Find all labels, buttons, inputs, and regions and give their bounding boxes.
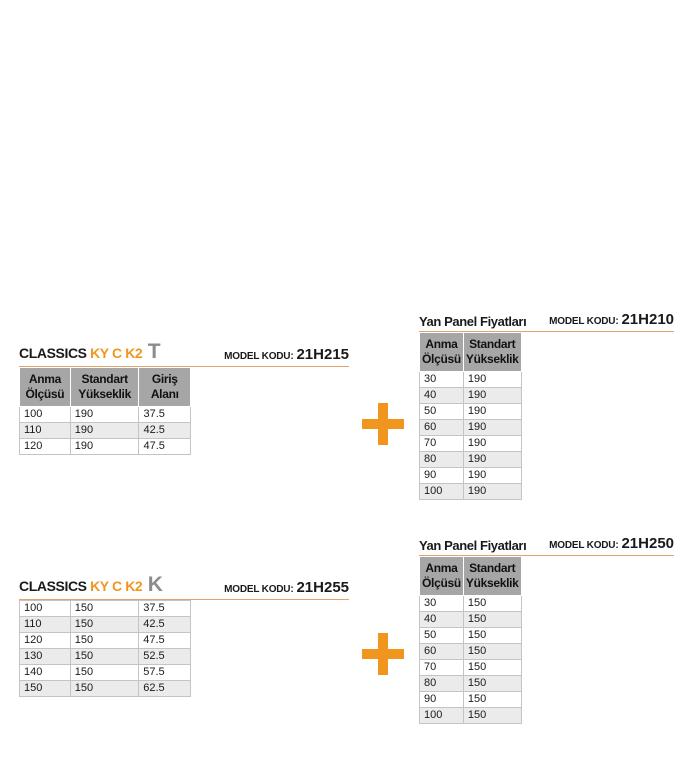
table-cell: 50 <box>420 404 464 420</box>
table-cell: 190 <box>70 439 139 455</box>
column-header: Anma Ölçüsü <box>420 557 464 596</box>
table-row <box>420 372 522 388</box>
price-table <box>19 600 191 697</box>
table-cell: 150 <box>70 649 139 665</box>
product-title: CLASSICS KY C K2 K <box>19 573 163 596</box>
table-cell: 130 <box>20 649 71 665</box>
table-cell: 30 <box>420 372 464 388</box>
table-cell: 190 <box>463 468 521 484</box>
panel-title-row <box>419 309 674 332</box>
table-cell: 150 <box>70 681 139 697</box>
table-cell: 150 <box>70 617 139 633</box>
table-cell: 40 <box>420 388 464 404</box>
table-cell: 150 <box>463 612 521 628</box>
table-cell: 150 <box>70 665 139 681</box>
table-cell: 37.5 <box>139 407 191 423</box>
table-cell: 52.5 <box>139 649 191 665</box>
product-block-t <box>19 340 349 455</box>
product-title-row <box>19 340 349 367</box>
table-cell: 190 <box>463 388 521 404</box>
table-cell: 70 <box>420 660 464 676</box>
panel-title: Yan Panel Fiyatları <box>419 538 527 553</box>
table-cell: 47.5 <box>139 633 191 649</box>
table-cell: 100 <box>420 484 464 500</box>
table-cell: 120 <box>20 439 71 455</box>
table-cell: 190 <box>463 372 521 388</box>
table-row <box>20 601 191 617</box>
table-cell: 50 <box>420 628 464 644</box>
table-row <box>20 681 191 697</box>
table-row <box>20 649 191 665</box>
table-row <box>420 628 522 644</box>
model-code: MODEL KODU: 21H250 <box>549 535 674 552</box>
table-cell: 190 <box>70 423 139 439</box>
table-cell: 190 <box>463 404 521 420</box>
side-panel-block-1 <box>419 309 674 500</box>
side-panel-table <box>419 332 522 500</box>
table-cell: 80 <box>420 676 464 692</box>
table-row <box>420 692 522 708</box>
product-block-k <box>19 573 349 697</box>
table-row <box>420 484 522 500</box>
plus-icon <box>362 633 404 675</box>
model-code: MODEL KODU: 21H215 <box>224 346 349 363</box>
column-header: Anma Ölçüsü <box>20 368 71 407</box>
table-cell: 62.5 <box>139 681 191 697</box>
table-row <box>20 633 191 649</box>
table-cell: 190 <box>463 420 521 436</box>
table-cell: 42.5 <box>139 423 191 439</box>
table-row <box>20 439 191 455</box>
column-header: Anma Ölçüsü <box>420 333 464 372</box>
table-row <box>420 388 522 404</box>
table-cell: 150 <box>463 644 521 660</box>
table-cell: 70 <box>420 436 464 452</box>
table-cell: 120 <box>20 633 71 649</box>
table-cell: 190 <box>463 452 521 468</box>
table-cell: 140 <box>20 665 71 681</box>
column-header: Standart Yükseklik <box>463 333 521 372</box>
table-cell: 40 <box>420 612 464 628</box>
panel-title: Yan Panel Fiyatları <box>419 314 527 329</box>
table-cell: 47.5 <box>139 439 191 455</box>
table-cell: 150 <box>463 692 521 708</box>
price-table <box>19 367 191 455</box>
product-title: CLASSICS KY C K2 T <box>19 340 161 363</box>
table-row <box>420 452 522 468</box>
table-cell: 100 <box>420 708 464 724</box>
table-cell: 150 <box>463 596 521 612</box>
table-row <box>420 644 522 660</box>
table-cell: 110 <box>20 617 71 633</box>
panel-title-row <box>419 533 674 556</box>
column-header: Giriş Alanı <box>139 368 191 407</box>
side-panel-table <box>419 556 522 724</box>
table-cell: 150 <box>463 660 521 676</box>
table-row <box>420 676 522 692</box>
table-cell: 37.5 <box>139 601 191 617</box>
table-cell: 190 <box>463 436 521 452</box>
table-cell: 150 <box>70 633 139 649</box>
table-cell: 150 <box>463 708 521 724</box>
table-cell: 60 <box>420 644 464 660</box>
table-row <box>20 423 191 439</box>
model-code: MODEL KODU: 21H255 <box>224 579 349 596</box>
table-cell: 57.5 <box>139 665 191 681</box>
product-title-row <box>19 573 349 600</box>
side-panel-block-2 <box>419 533 674 724</box>
table-cell: 150 <box>70 601 139 617</box>
table-cell: 150 <box>463 628 521 644</box>
column-header: Standart Yükseklik <box>463 557 521 596</box>
table-cell: 90 <box>420 692 464 708</box>
table-row <box>20 617 191 633</box>
table-row <box>20 407 191 423</box>
table-row <box>420 420 522 436</box>
table-row <box>420 660 522 676</box>
table-cell: 100 <box>20 601 71 617</box>
table-row <box>420 436 522 452</box>
table-row <box>420 612 522 628</box>
plus-icon <box>362 403 404 445</box>
table-cell: 30 <box>420 596 464 612</box>
table-cell: 110 <box>20 423 71 439</box>
table-cell: 150 <box>463 676 521 692</box>
table-cell: 150 <box>20 681 71 697</box>
table-row <box>420 596 522 612</box>
table-row <box>420 708 522 724</box>
table-cell: 80 <box>420 452 464 468</box>
table-cell: 190 <box>70 407 139 423</box>
table-cell: 60 <box>420 420 464 436</box>
table-row <box>420 404 522 420</box>
table-cell: 100 <box>20 407 71 423</box>
table-cell: 42.5 <box>139 617 191 633</box>
model-code: MODEL KODU: 21H210 <box>549 311 674 328</box>
table-cell: 190 <box>463 484 521 500</box>
column-header: Standart Yükseklik <box>70 368 139 407</box>
table-row <box>20 665 191 681</box>
table-cell: 90 <box>420 468 464 484</box>
table-row <box>420 468 522 484</box>
